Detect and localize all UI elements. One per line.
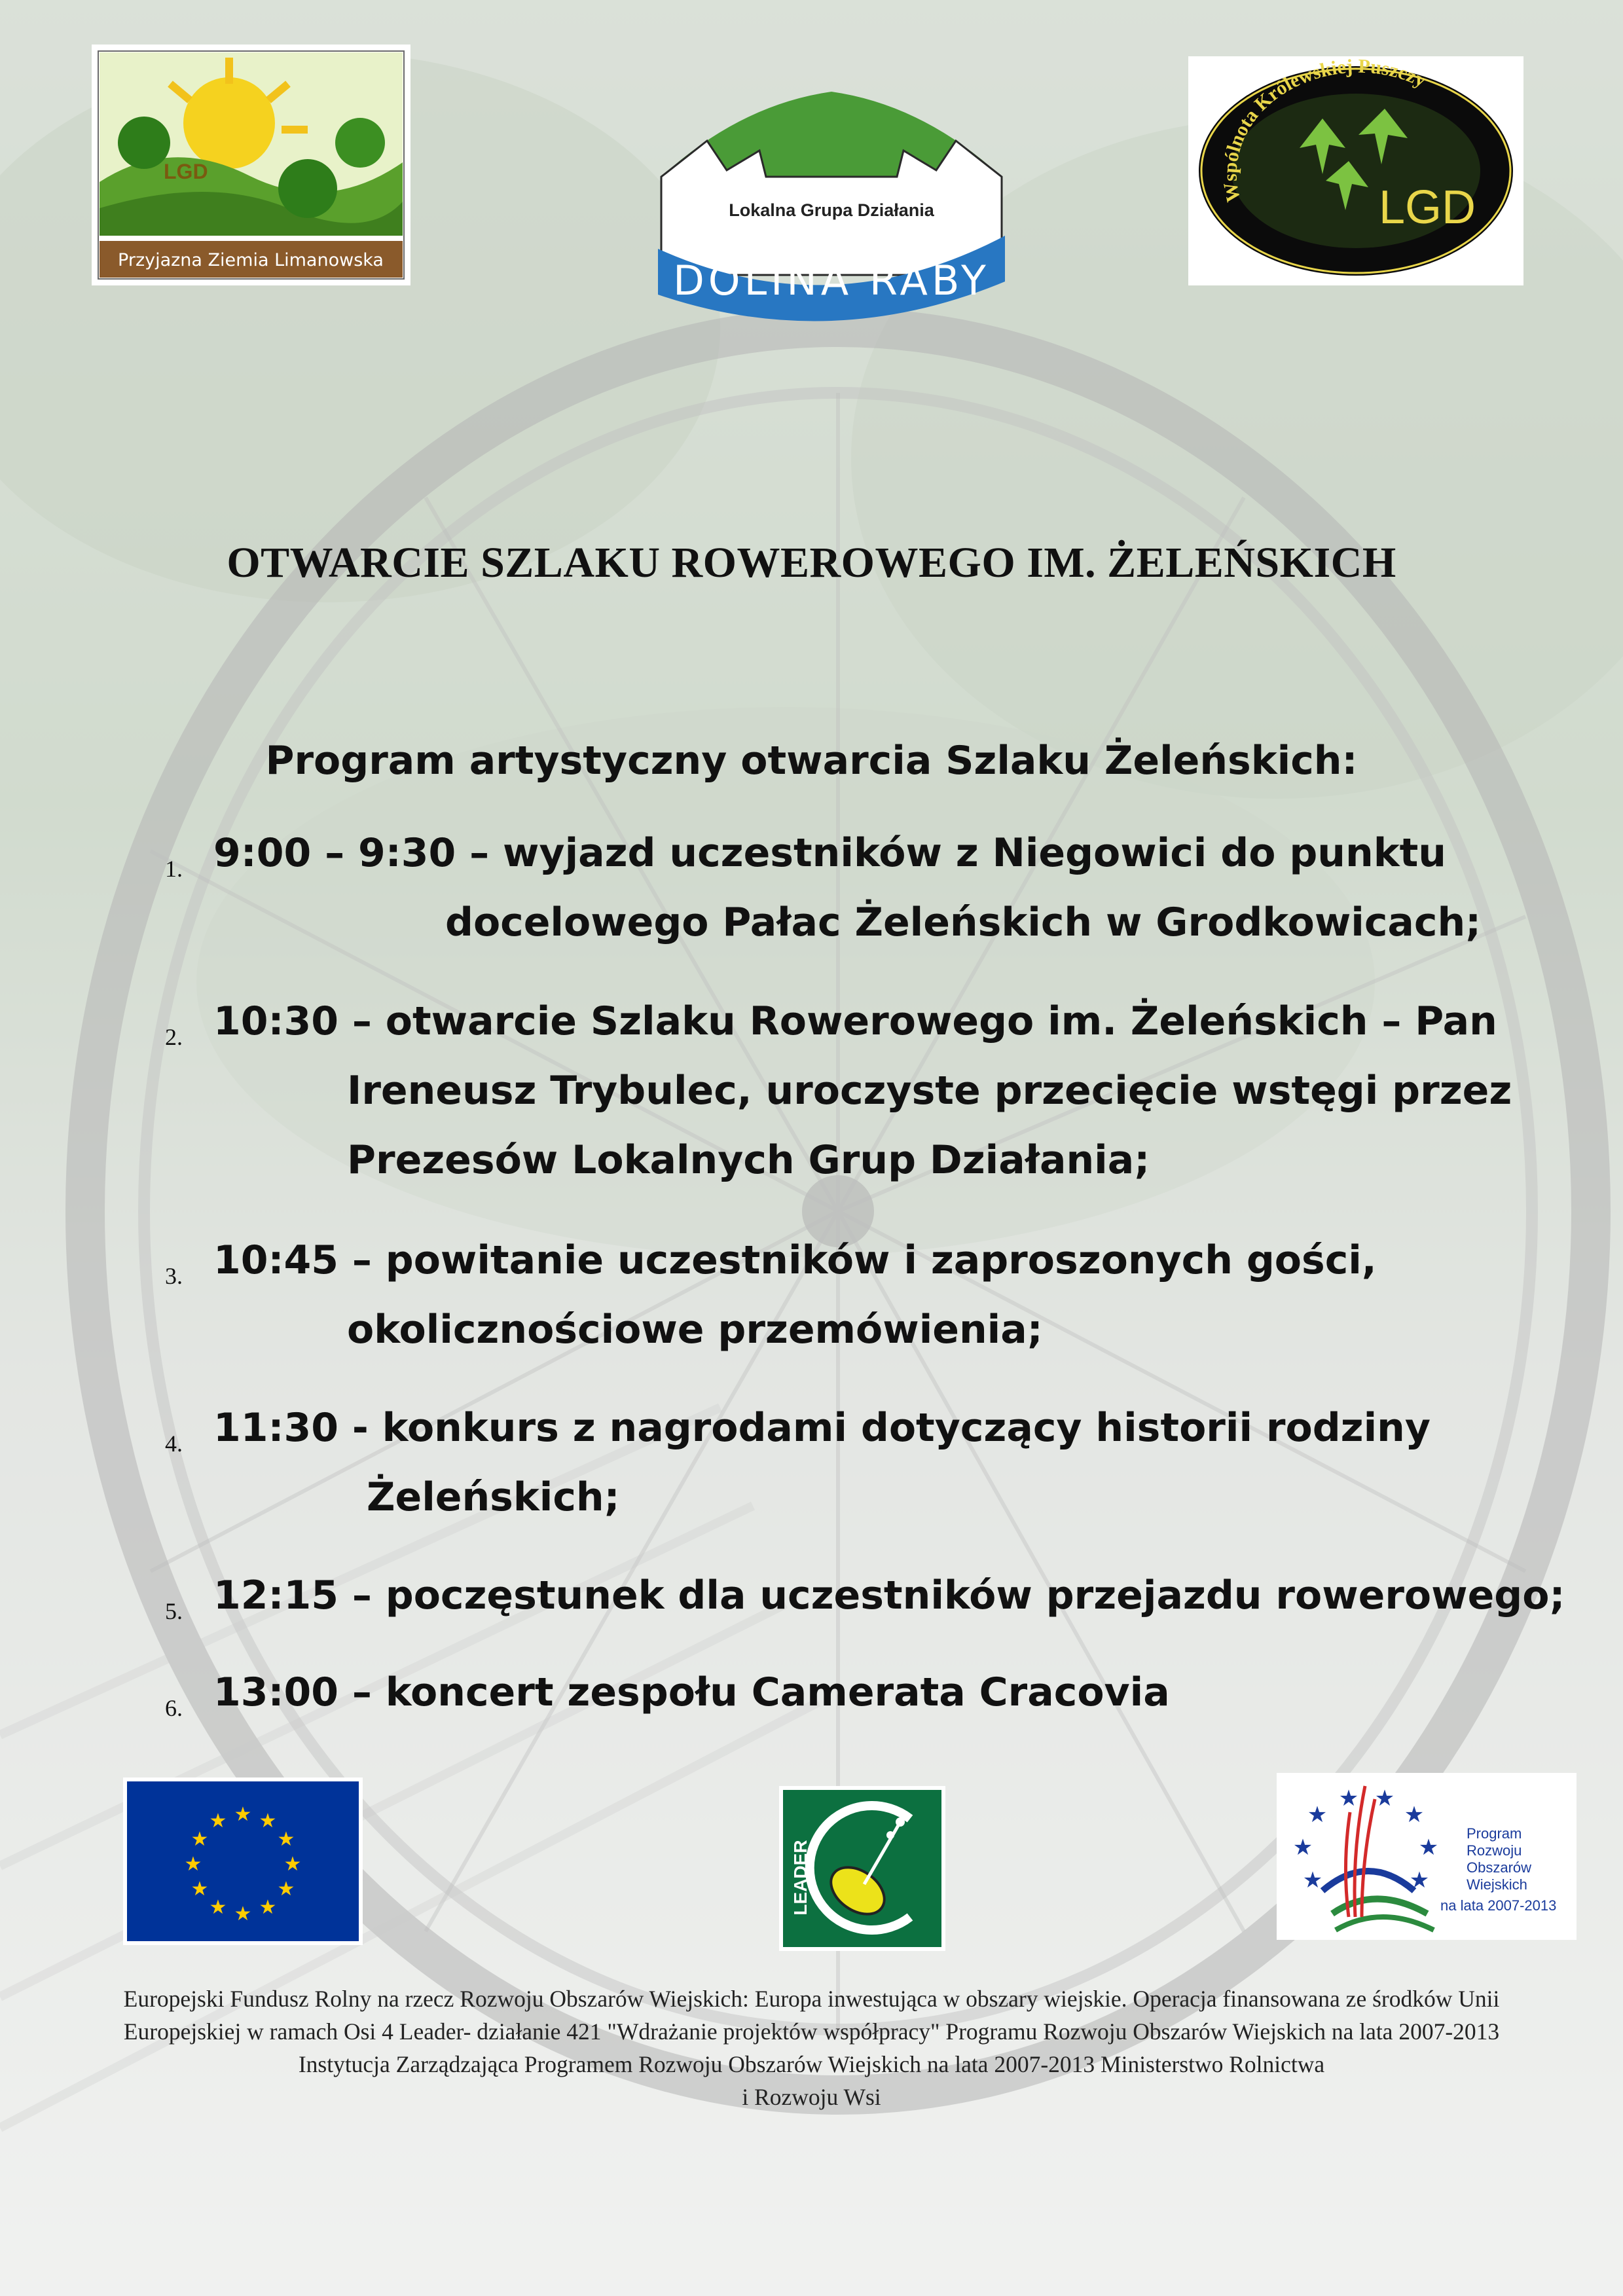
lgd-limanowska-logo <box>92 45 410 285</box>
svg-text:★: ★ <box>234 1803 252 1826</box>
program-item-line: 12:15 – poczęstunek dla uczestników przejazdu rowerowego; <box>213 1573 1565 1618</box>
prow-text-line: na lata 2007-2013 <box>1440 1897 1557 1914</box>
program-item-line: Ireneusz Trybulec, uroczyste przecięcie wstęgi przez <box>347 1068 1512 1114</box>
puszcza-lgd-text: LGD <box>1378 181 1476 234</box>
prow-text-line: Wiejskich <box>1467 1876 1527 1893</box>
page-title: OTWARCIE SZLAKU ROWEROWEGO IM. ŻELEŃSKICH <box>227 539 1396 587</box>
program-item-number: 1. <box>165 856 183 882</box>
program-item-line: 11:30 - konkurs z nagrodami dotyczący historii rodziny <box>213 1405 1431 1451</box>
svg-text:★: ★ <box>234 1903 252 1925</box>
eu-flag-logo <box>123 1777 363 1945</box>
program-item-line: Prezesów Lokalnych Grup Działania; <box>347 1137 1150 1183</box>
lgd-limanowska-caption: Przyjazna Ziemia Limanowska <box>118 250 384 270</box>
svg-text:★: ★ <box>184 1853 202 1876</box>
program-heading: Program artystyczny otwarcia Szlaku Żeleńskich: <box>265 738 1358 784</box>
svg-text:★: ★ <box>209 1810 227 1832</box>
program-item-line: 10:45 – powitanie uczestników i zaproszonych gości, <box>213 1237 1377 1283</box>
lgd-badge-text: LGD <box>164 160 208 183</box>
program-item-line: okolicznościowe przemówienia; <box>347 1307 1043 1353</box>
svg-text:★: ★ <box>209 1896 227 1919</box>
program-item-line: Żeleńskich; <box>367 1474 620 1520</box>
svg-text:★: ★ <box>1338 1785 1359 1812</box>
footer-line: Instytucja Zarządzająca Programem Rozwoju Obszarów Wiejskich na lata 2007-2013 Ministerstwo Rolnictwa <box>298 2051 1325 2077</box>
funding-footer <box>79 1982 1544 2113</box>
prow-text-line: Rozwoju <box>1467 1842 1522 1859</box>
dolina-raby-name: DOLINA RABY <box>673 257 990 304</box>
prow-text-line: Obszarów <box>1467 1859 1532 1876</box>
svg-text:★: ★ <box>1418 1834 1439 1861</box>
leader-logo <box>779 1786 945 1951</box>
svg-text:★: ★ <box>277 1878 295 1901</box>
program-item-line: 13:00 – koncert zespołu Camerata Cracovia <box>213 1669 1170 1715</box>
svg-text:★: ★ <box>259 1896 277 1919</box>
program-item-line: 9:00 – 9:30 – wyjazd uczestników z Niegowici do punktu <box>213 830 1446 876</box>
footer-line: Europejskiej w ramach Osi 4 Leader- działanie 421 "Wdrażanie projektów współpracy" Programu Rozwoju Obszarów Wiejskich na lata 2007-2013 <box>123 2018 1500 2045</box>
program-item-number: 6. <box>165 1695 183 1721</box>
prow-logo <box>1277 1773 1577 1940</box>
svg-text:★: ★ <box>1409 1867 1430 1893</box>
svg-text:★: ★ <box>1307 1802 1328 1828</box>
leader-text: LEADER <box>790 1840 811 1916</box>
program-item-number: 3. <box>165 1263 183 1289</box>
dolina-raby-top-text: Lokalna Grupa Działania <box>729 200 934 220</box>
program-item-number: 5. <box>165 1598 183 1624</box>
svg-text:★: ★ <box>1374 1785 1395 1812</box>
svg-text:★: ★ <box>283 1853 302 1876</box>
program-item-number: 2. <box>165 1024 183 1050</box>
program-item-line: docelowego Pałac Żeleńskich w Grodkowicach; <box>445 900 1482 945</box>
footer-line: i Rozwoju Wsi <box>742 2084 881 2110</box>
program-item-line: 10:30 – otwarcie Szlaku Rowerowego im. Żeleńskich – Pan <box>213 998 1497 1044</box>
svg-text:★: ★ <box>1404 1802 1425 1828</box>
dolina-raby-logo <box>648 79 1015 327</box>
svg-text:★: ★ <box>191 1878 209 1901</box>
svg-text:★: ★ <box>1302 1867 1323 1893</box>
svg-text:★: ★ <box>1292 1834 1313 1861</box>
footer-line: Europejski Fundusz Rolny na rzecz Rozwoju Obszarów Wiejskich: Europa inwestująca w obszary wiejskie. Operacja finansowana ze środków Unii <box>123 1986 1500 2012</box>
svg-text:★: ★ <box>259 1810 277 1832</box>
wspolnota-krolewskiej-puszczy-logo <box>1188 56 1523 285</box>
svg-text:★: ★ <box>277 1828 295 1851</box>
prow-text-line: Program <box>1467 1825 1522 1842</box>
program-item-number: 4. <box>165 1430 183 1457</box>
svg-text:★: ★ <box>191 1828 209 1851</box>
puszcza-ring-text: Wspólnota Królewskiej Puszczy <box>1219 56 1430 204</box>
